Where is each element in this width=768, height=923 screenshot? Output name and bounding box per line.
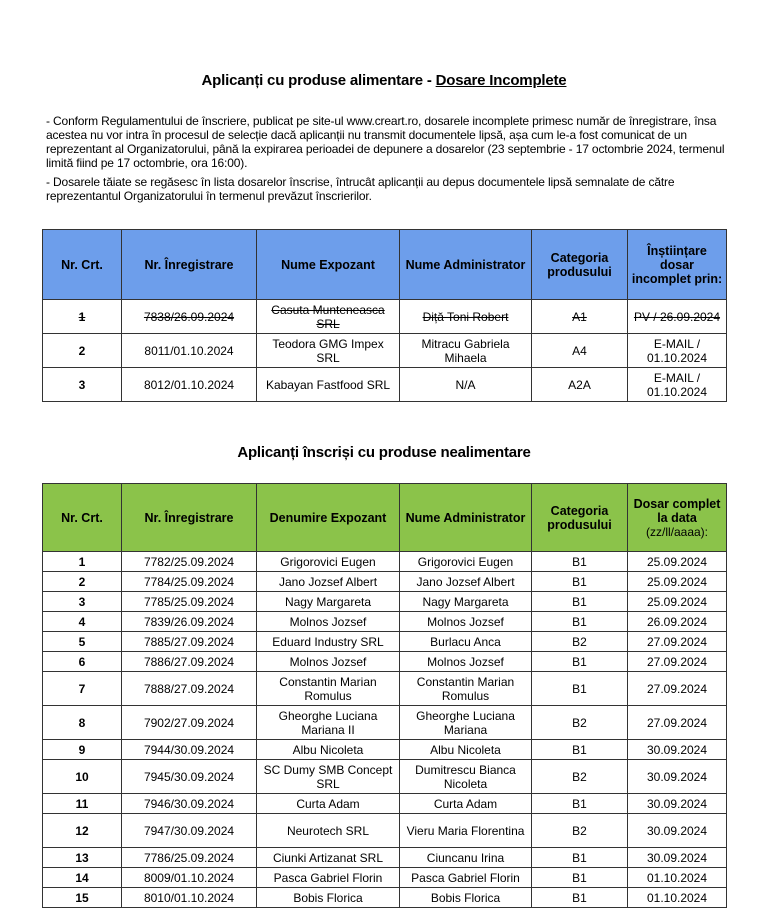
- cell-categoria: B1: [532, 888, 628, 908]
- section1-title-prefix: Aplicanți cu produse alimentare -: [201, 72, 436, 89]
- cell-nr-crt: 7: [43, 672, 122, 706]
- cell-categoria: B1: [532, 672, 628, 706]
- cell-nr-crt: 11: [43, 794, 122, 814]
- cell-nume-expozant: Kabayan Fastfood SRL: [257, 368, 400, 402]
- cell-categoria: B1: [532, 848, 628, 868]
- cell-nr-crt: 1: [43, 300, 122, 334]
- cell-categoria: B1: [532, 652, 628, 672]
- cell-categoria: B1: [532, 740, 628, 760]
- cell-nr-crt: 2: [43, 572, 122, 592]
- cell-nr-inregistrare: 7785/25.09.2024: [122, 592, 257, 612]
- cell-dosar-complet-data: 26.09.2024: [628, 612, 727, 632]
- cell-instiintare: E-MAIL / 01.10.2024: [628, 368, 727, 402]
- cell-nr-crt: 8: [43, 706, 122, 740]
- cell-nr-crt: 5: [43, 632, 122, 652]
- cell-dosar-complet-data: 30.09.2024: [628, 814, 727, 848]
- table-row: [43, 300, 727, 334]
- cell-nume-administrator: Bobis Florica: [400, 888, 532, 908]
- cell-dosar-complet-data: 27.09.2024: [628, 672, 727, 706]
- cell-dosar-complet-data: 30.09.2024: [628, 848, 727, 868]
- cell-denumire-expozant: Molnos Jozsef: [257, 652, 400, 672]
- section1-title-underlined: Dosare Incomplete: [435, 72, 567, 89]
- cell-dosar-complet-data: 27.09.2024: [628, 652, 727, 672]
- section2-title: Aplicanți înscriși cu produse nealimentare: [237, 444, 531, 461]
- cell-dosar-complet-data: 27.09.2024: [628, 632, 727, 652]
- cell-nr-crt: 13: [43, 848, 122, 868]
- cell-nume-expozant: Teodora GMG Impex SRL: [257, 334, 400, 368]
- note-registration-rules: - Conform Regulamentului de înscriere, publicat pe site-ul www.creart.ro, dosarele incomplete primesc număr de înregistrare, însa acestea nu vor intra în procesul de selecție dacă aplicanții nu transmit documentele lipsă, așa cum le-a fost comunicat de un reprezentant al Organizatorului, până la expirarea perioadei de depunere a dosarelor (23 septembrie - 17 octombrie 2024, termenul limită fiind pe 17 octombrie, ora 16:00).: [46, 114, 725, 170]
- cell-nume-administrator: Grigorovici Eugen: [400, 552, 532, 572]
- col-nume-expozant: Nume Expozant: [257, 230, 400, 300]
- cell-nr-crt: 6: [43, 652, 122, 672]
- table-row: [43, 552, 727, 572]
- cell-nume-administrator: Constantin Marian Romulus: [400, 672, 532, 706]
- cell-dosar-complet-data: 27.09.2024: [628, 706, 727, 740]
- cell-nr-crt: 12: [43, 814, 122, 848]
- cell-nume-administrator: Pasca Gabriel Florin: [400, 868, 532, 888]
- cell-instiintare: PV / 26.09.2024: [628, 300, 727, 334]
- note-struck-files: - Dosarele tăiate se regăsesc în lista dosarelor înscrise, întrucât aplicanții au depus documentele lipsă semnalate de către reprezentantul Organizatorului în termenul prevăzut înscrierilor.: [46, 175, 675, 203]
- cell-denumire-expozant: Gheorghe Luciana Mariana II: [257, 706, 400, 740]
- cell-nr-inregistrare: 7839/26.09.2024: [122, 612, 257, 632]
- cell-nr-crt: 14: [43, 868, 122, 888]
- cell-nr-inregistrare: 7784/25.09.2024: [122, 572, 257, 592]
- table-row: [43, 848, 727, 868]
- cell-nr-crt: 3: [43, 592, 122, 612]
- table-row: [43, 672, 727, 706]
- table-row: [43, 592, 727, 612]
- cell-nr-inregistrare: 8009/01.10.2024: [122, 868, 257, 888]
- cell-nr-inregistrare: 7944/30.09.2024: [122, 740, 257, 760]
- cell-nume-administrator: Dumitrescu Bianca Nicoleta: [400, 760, 532, 794]
- col-nume-administrator: Nume Administrator: [400, 484, 532, 552]
- cell-denumire-expozant: Eduard Industry SRL: [257, 632, 400, 652]
- cell-nr-inregistrare: 7838/26.09.2024: [122, 300, 257, 334]
- cell-nume-administrator: Albu Nicoleta: [400, 740, 532, 760]
- cell-denumire-expozant: SC Dumy SMB Concept SRL: [257, 760, 400, 794]
- cell-categoria: B2: [532, 632, 628, 652]
- cell-dosar-complet-data: 01.10.2024: [628, 868, 727, 888]
- col-instiintare: Înștiințare dosar incomplet prin:: [628, 230, 727, 300]
- cell-categoria: B2: [532, 760, 628, 794]
- cell-nr-inregistrare: 7947/30.09.2024: [122, 814, 257, 848]
- cell-denumire-expozant: Neurotech SRL: [257, 814, 400, 848]
- cell-nume-administrator: Molnos Jozsef: [400, 652, 532, 672]
- cell-dosar-complet-data: 30.09.2024: [628, 740, 727, 760]
- table-row: [43, 368, 727, 402]
- cell-denumire-expozant: Constantin Marian Romulus: [257, 672, 400, 706]
- cell-denumire-expozant: Grigorovici Eugen: [257, 552, 400, 572]
- cell-nr-inregistrare: 7886/27.09.2024: [122, 652, 257, 672]
- cell-nr-inregistrare: 7782/25.09.2024: [122, 552, 257, 572]
- cell-categoria: A4: [532, 334, 628, 368]
- table-header-row: [43, 230, 727, 300]
- table-row: [43, 572, 727, 592]
- cell-nume-administrator: Vieru Maria Florentina: [400, 814, 532, 848]
- cell-nr-crt: 15: [43, 888, 122, 908]
- cell-denumire-expozant: Curta Adam: [257, 794, 400, 814]
- cell-nr-crt: 1: [43, 552, 122, 572]
- table-row: [43, 706, 727, 740]
- cell-dosar-complet-data: 01.10.2024: [628, 888, 727, 908]
- cell-categoria: B1: [532, 572, 628, 592]
- table-row: [43, 652, 727, 672]
- cell-nr-crt: 9: [43, 740, 122, 760]
- col-categoria: Categoria produsului: [532, 230, 628, 300]
- cell-dosar-complet-data: 25.09.2024: [628, 572, 727, 592]
- cell-dosar-complet-data: 30.09.2024: [628, 794, 727, 814]
- table-header-row: [43, 484, 727, 552]
- cell-denumire-expozant: Bobis Florica: [257, 888, 400, 908]
- cell-nume-expozant: Casuta Munteneasca SRL: [257, 300, 400, 334]
- cell-nume-administrator: Molnos Jozsef: [400, 612, 532, 632]
- cell-nr-inregistrare: 7902/27.09.2024: [122, 706, 257, 740]
- cell-nr-crt: 3: [43, 368, 122, 402]
- cell-categoria: B2: [532, 814, 628, 848]
- cell-nume-administrator: Mitracu Gabriela Mihaela: [400, 334, 532, 368]
- cell-categoria: A1: [532, 300, 628, 334]
- cell-categoria: B1: [532, 592, 628, 612]
- cell-categoria: B2: [532, 706, 628, 740]
- table-row: [43, 760, 727, 794]
- table-row: [43, 612, 727, 632]
- cell-nr-inregistrare: 7888/27.09.2024: [122, 672, 257, 706]
- col-nr-crt: Nr. Crt.: [43, 484, 122, 552]
- cell-denumire-expozant: Albu Nicoleta: [257, 740, 400, 760]
- cell-instiintare: E-MAIL / 01.10.2024: [628, 334, 727, 368]
- cell-nr-inregistrare: 7786/25.09.2024: [122, 848, 257, 868]
- table-row: [43, 334, 727, 368]
- cell-nr-crt: 10: [43, 760, 122, 794]
- cell-denumire-expozant: Molnos Jozsef: [257, 612, 400, 632]
- cell-nume-administrator: Nagy Margareta: [400, 592, 532, 612]
- cell-nr-inregistrare: 7946/30.09.2024: [122, 794, 257, 814]
- cell-nume-administrator: N/A: [400, 368, 532, 402]
- table-row: [43, 632, 727, 652]
- cell-denumire-expozant: Pasca Gabriel Florin: [257, 868, 400, 888]
- cell-nume-administrator: Diță Toni Robert: [400, 300, 532, 334]
- cell-nr-inregistrare: 7885/27.09.2024: [122, 632, 257, 652]
- col-nume-administrator: Nume Administrator: [400, 230, 532, 300]
- cell-nr-inregistrare: 8010/01.10.2024: [122, 888, 257, 908]
- table-row: [43, 794, 727, 814]
- cell-nr-inregistrare: 7945/30.09.2024: [122, 760, 257, 794]
- cell-denumire-expozant: Ciunki Artizanat SRL: [257, 848, 400, 868]
- cell-nr-inregistrare: 8012/01.10.2024: [122, 368, 257, 402]
- section1-notes: [46, 114, 726, 208]
- col-dosar-complet-label: Dosar complet la data: [633, 496, 721, 525]
- cell-nume-administrator: Burlacu Anca: [400, 632, 532, 652]
- col-nr-crt: Nr. Crt.: [43, 230, 122, 300]
- cell-categoria: B1: [532, 794, 628, 814]
- cell-categoria: B1: [532, 552, 628, 572]
- cell-categoria: B1: [532, 612, 628, 632]
- cell-denumire-expozant: Jano Jozsef Albert: [257, 572, 400, 592]
- cell-nume-administrator: Jano Jozsef Albert: [400, 572, 532, 592]
- cell-nr-inregistrare: 8011/01.10.2024: [122, 334, 257, 368]
- table-row: [43, 740, 727, 760]
- cell-dosar-complet-data: 25.09.2024: [628, 552, 727, 572]
- section1-title: [0, 72, 768, 89]
- cell-nr-crt: 4: [43, 612, 122, 632]
- cell-nume-administrator: Ciuncanu Irina: [400, 848, 532, 868]
- table-row: [43, 868, 727, 888]
- cell-nume-administrator: Curta Adam: [400, 794, 532, 814]
- col-date-format: (zz/ll/aaaa):: [645, 524, 709, 539]
- col-dosar-complet: [628, 484, 727, 552]
- col-nr-inregistrare: Nr. Înregistrare: [122, 484, 257, 552]
- table-row: [43, 888, 727, 908]
- registered-applicants-table: [42, 483, 727, 908]
- cell-denumire-expozant: Nagy Margareta: [257, 592, 400, 612]
- cell-dosar-complet-data: 25.09.2024: [628, 592, 727, 612]
- cell-categoria: A2A: [532, 368, 628, 402]
- col-categoria: Categoria produsului: [532, 484, 628, 552]
- cell-dosar-complet-data: 30.09.2024: [628, 760, 727, 794]
- cell-nr-crt: 2: [43, 334, 122, 368]
- cell-nume-administrator: Gheorghe Luciana Mariana: [400, 706, 532, 740]
- table-row: [43, 814, 727, 848]
- cell-categoria: B1: [532, 868, 628, 888]
- incomplete-files-table: [42, 229, 727, 402]
- col-nr-inregistrare: Nr. Înregistrare: [122, 230, 257, 300]
- col-denumire-expozant: Denumire Expozant: [257, 484, 400, 552]
